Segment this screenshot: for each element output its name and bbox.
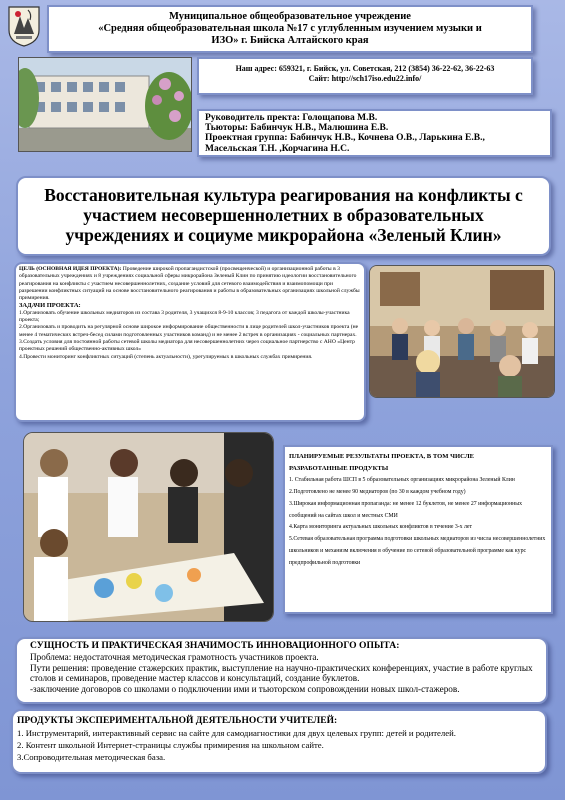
task-item: 4.Провести мониторинг конфликтных ситуаций (степень актуальности), урегулируемых в школьных службах примирения.: [19, 353, 313, 360]
header-box: [47, 5, 533, 53]
tutors: Тьюторы: Бабинчук Н.В., Малюшина Е.В.: [205, 123, 389, 134]
products-box: [11, 709, 547, 774]
team-box: [197, 109, 552, 157]
header-line-1: Муниципальное общеобразовательное учреждение: [169, 11, 411, 22]
header-line-3: ИЗО» г. Бийска Алтайского края: [211, 35, 369, 46]
website-line: Сайт: http://sch17iso.edu22.info/: [308, 74, 422, 83]
result-item: 5.Сетевая образовательная программа подготовки школьных медиаторов из числа несовершеннолетних школьников и механизм включения в обучение по сетевой образовательной программе как курс предпрофильной подготовки: [289, 536, 546, 567]
essence-problem: Проблема: недостаточная методическая грамотность участников проекта.: [30, 651, 319, 662]
address-box: [197, 57, 533, 95]
essence-contracts: -заключение договоров со школами о подключении ими и тьюторском сопровождении новых школ-стажеров.: [30, 684, 460, 695]
activity-photo: [23, 432, 274, 622]
tasks-heading: ЗАДАЧИ ПРОЕКТА:: [19, 302, 81, 310]
result-item: 2.Подготовлено не менее 90 медиаторов (по 30 в каждом учебном году): [289, 488, 466, 495]
product-item: 3.Сопроводительная методическая база.: [17, 752, 166, 762]
goal-paragraph: [19, 266, 360, 302]
task-item: 1.Организовать обучение школьных медиаторов из состава 3 родителя, 3 учащихся 8-9-10 классов; 3 педагога от каждой школы-участника проекта;: [19, 309, 350, 324]
project-group-line-1: Проектная группа: Бабинчук Н.В., Кочнева О.В., Ларькина Е.В.,: [205, 133, 485, 144]
title-box: [16, 176, 551, 256]
task-item: 3.Создать условия для постоянной работы сетевой школы медиатора для несовершеннолетних через социальное партнерство с АНО «Центр проектных решений общественно-активных школ»: [19, 338, 355, 353]
essence-solutions: Пути решения: проведение стажерских практик, выступление на научно-практических конференциях, участие в работе круглых столов и семинаров, проведение мастер классов и консультаций, создание буклетов.: [30, 662, 533, 684]
goal-box: [14, 262, 366, 422]
address-line: Наш адрес: 659321, г. Бийск, ул. Советская, 212 (3854) 36-22-62, 36-22-63: [235, 64, 495, 73]
task-item: 2.Организовать и проводить на регулярной основе широкое информирование общественности в лице родителей школ-участников проекта (не менее 4 тематических встреч-бесед силами подготовленных участников команд) и не менее 2 встреч в организациях - социальных партнерах.: [19, 324, 359, 338]
header-line-2: «Средняя общеобразовательная школа №17 с углубленным изучением музыки и: [98, 23, 482, 34]
title-line-1: Восстановительная культура реагирования на конфликты с: [44, 185, 523, 205]
product-item: 2. Контент школьной Интернет-страницы службы примирения на школьном сайте.: [17, 740, 324, 750]
results-heading-2: РАЗРАБОТАННЫЕ ПРОДУКТЫ: [289, 464, 389, 472]
goal-heading: ЦЕЛЬ (ОСНОВНАЯ ИДЕЯ ПРОЕКТА):: [19, 266, 122, 272]
result-item: 3.Широкая информационная пропаганда: не менее 12 буклетов, не менее 27 информационных сообщений на сайтах школ и местных СМИ: [289, 500, 523, 519]
project-leader: Руководитель пректа: Голощапова М.В.: [205, 113, 378, 123]
product-item: 1. Инструментарий, интерактивный сервис на сайте для самодиагностики для двух целевых групп: детей и родителей.: [17, 728, 456, 738]
school-logo: [6, 4, 42, 48]
result-item: 1. Стабильная работа ШСП в 5 образовательных организациях микрорайона Зеленый Клин: [289, 476, 515, 483]
essence-heading: СУЩНОСТЬ И ПРАКТИЧЕСКАЯ ЗНАЧИМОСТЬ ИННОВАЦИОННОГО ОПЫТА:: [30, 640, 400, 651]
title-line-3: учреждениях и социуме микрорайона «Зеленый Клин»: [65, 225, 502, 245]
result-item: 4.Карта мониторинга актуальных школьных конфликтов в течение 3-х лет: [289, 524, 473, 531]
products-heading: ПРОДУКТЫ ЭКСПЕРИМЕНТАЛЬНОЙ ДЕЯТЕЛЬНОСТИ УЧИТЕЛЕЙ:: [17, 716, 338, 726]
results-heading-1: ПЛАНИРУЕМЫЕ РЕЗУЛЬТАТЫ ПРОЕКТА, В ТОМ ЧИСЛЕ: [289, 453, 475, 460]
results-box: [283, 445, 553, 614]
school-building-photo: [18, 57, 192, 152]
meeting-photo: [369, 265, 555, 398]
title-line-2: участием несовершеннолетних в образовательных: [83, 205, 484, 225]
goal-text: Проведение широкой пропагандистской (просвещенческой) и организационной работы в 3 образовательных учреждениях и 8 учреждениях социальной сферы микрорайона Зеленый Клин по принятию идеологии восстановительного реагирования на конфликты с участием несовершеннолетних, создание условий для сетевого взаимодействия и взаимопомощи при разрешении конфликтных ситуаций на основе восстановительного реагирования и работы в образовательных организациях школьной службы примирения.: [19, 266, 360, 302]
essence-box: [15, 637, 548, 704]
project-group-line-2: Масельская Т.Н. ,Корчагина Н.С.: [205, 143, 350, 154]
